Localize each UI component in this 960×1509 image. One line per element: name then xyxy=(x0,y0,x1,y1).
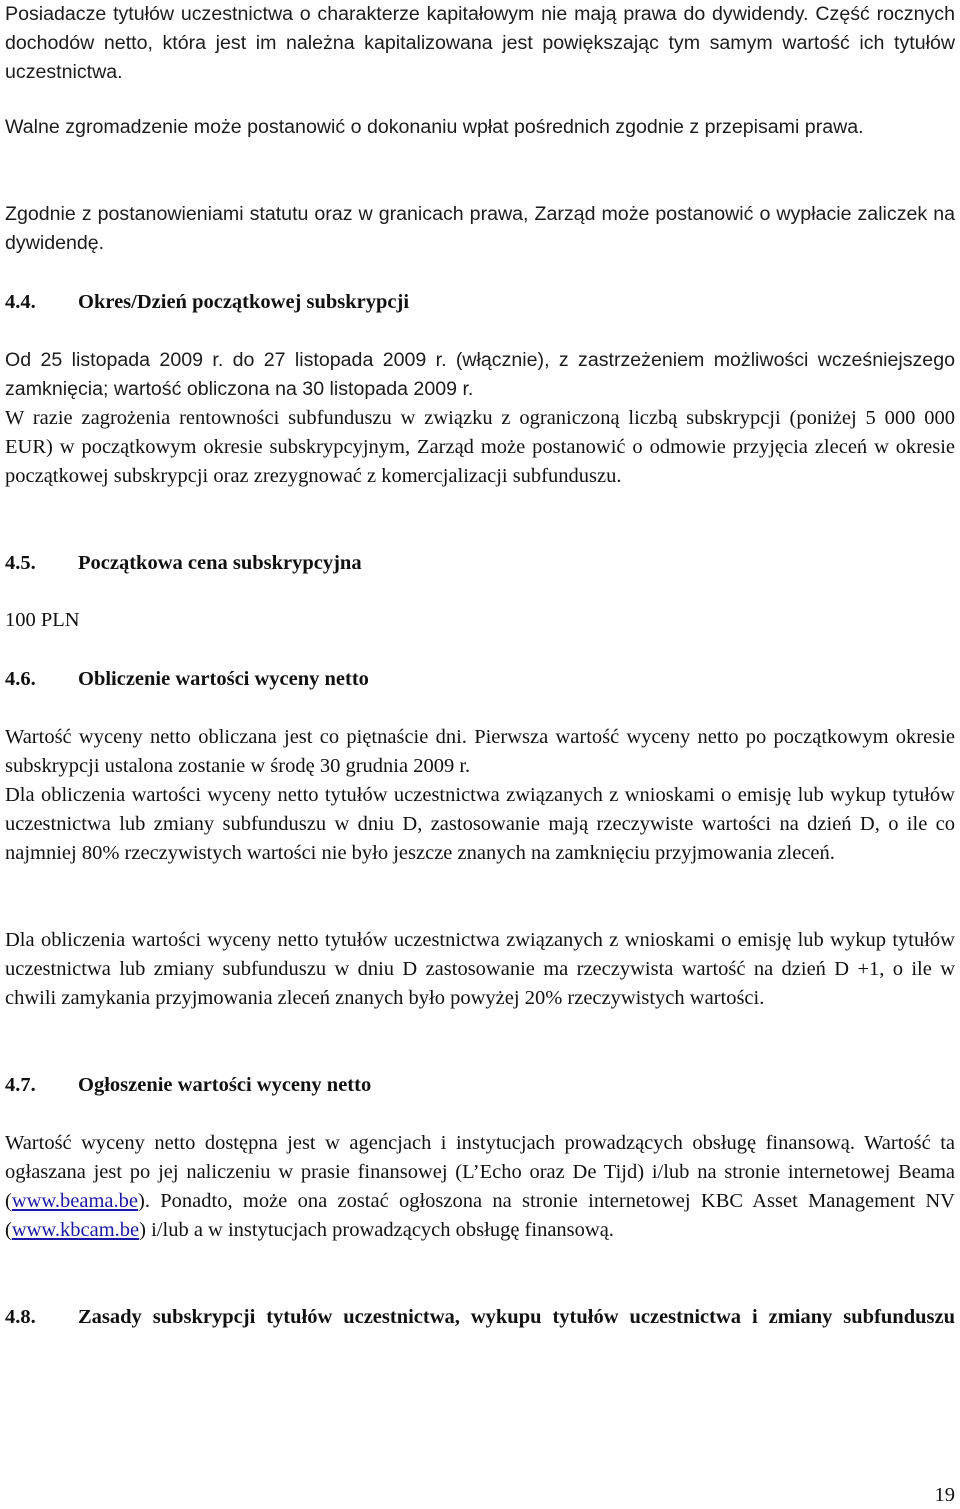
publication-text-part-3: ) i/lub a w instytucjach prowadzących obsługę finansową. xyxy=(139,1219,614,1241)
paragraph-interim-payments: Walne zgromadzenie może postanowić o dokonaniu wpłat pośrednich zgodnie z przepisami prawa. xyxy=(5,116,864,138)
section-number: 4.6. xyxy=(5,668,36,690)
section-title: Okres/Dzień początkowej subskrypcji xyxy=(78,291,410,313)
section-number: 4.8. xyxy=(5,1306,36,1328)
paragraph-valuation-frequency: Wartość wyceny netto obliczana jest co piętnaście dni. Pierwsza wartość wyceny netto po początkowym okresie subskrypcji ustalona zostanie w środę 30 grudnia 2009 r. xyxy=(5,726,955,777)
section-heading-4-6 xyxy=(5,665,955,694)
kbcam-link[interactable]: www.kbcam.be xyxy=(11,1219,140,1241)
section-heading-4-8 xyxy=(5,1303,955,1332)
publication-text-part-2: ). Ponadto, może ona zostać ogłoszona na stronie internetowej KBC Asset Management NV ( xyxy=(5,1190,955,1241)
publication-text-part-1: Wartość wyceny netto dostępna jest w agencjach i instytucjach prowadzących obsługę finansową. Wartość ta ogłaszana jest po jej naliczeniu w prasie finansowej (L’Echo oraz De Tijd) i/lub na stronie internetowej Beama ( xyxy=(5,1132,955,1212)
paragraph-valuation-day-d-plus-1: Dla obliczenia wartości wyceny netto tytułów uczestnictwa związanych z wnioskami o emisję lub wykup tytułów uczestnictwa lub zmiany subfunduszu w dniu D zastosowanie ma rzeczywista wartość na dzień D +1, o ile w chwili zamykania przyjmowania zleceń znanych było powyżej 20% rzeczywistych wartości. xyxy=(5,929,955,1009)
section-title: Początkowa cena subskrypcyjna xyxy=(78,552,362,574)
section-title: Obliczenie wartości wyceny netto xyxy=(78,668,369,690)
section-number: 4.4. xyxy=(5,291,36,313)
beama-link[interactable]: www.beama.be xyxy=(11,1190,139,1212)
section-heading-4-5 xyxy=(5,549,955,578)
section-title: Zasady subskrypcji tytułów uczestnictwa, wykupu tytułów uczestnictwa i zmiany subfunduszu xyxy=(78,1306,955,1328)
initial-price-value: 100 PLN xyxy=(5,609,80,631)
paragraph-valuation-day-d: Dla obliczenia wartości wyceny netto tytułów uczestnictwa związanych z wnioskami o emisję lub wykup tytułów uczestnictwa lub zmiany subfunduszu w dniu D, zastosowanie mają rzeczywiste wartości na dzień D, o ile co najmniej 80% rzeczywistych wartości nie było jeszcze znanych na zamknięciu przyjmowania zleceń. xyxy=(5,784,955,864)
paragraph-valuation-publication xyxy=(5,1129,955,1245)
section-title: Ogłoszenie wartości wyceny netto xyxy=(78,1074,372,1096)
paragraph-advance-dividend: Zgodnie z postanowieniami statutu oraz w granicach prawa, Zarząd może postanowić o wypłacie zaliczek na dywidendę. xyxy=(5,203,955,254)
section-number: 4.7. xyxy=(5,1074,36,1096)
paragraph-subscription-period: Od 25 listopada 2009 r. do 27 listopada 2009 r. (włącznie), z zastrzeżeniem możliwości wcześniejszego zamknięcia; wartość obliczona na 30 listopada 2009 r. xyxy=(5,349,955,400)
page-number: 19 xyxy=(934,1484,955,1506)
section-heading-4-7 xyxy=(5,1071,955,1100)
paragraph-profitability-risk: W razie zagrożenia rentowności subfunduszu w związku z ograniczoną liczbą subskrypcji (poniżej 5 000 000 EUR) w początkowym okresie subskrypcyjnym, Zarząd może postanowić o odmowie przyjęcia zleceń w okresie początkowej subskrypcji oraz zrezygnować z komercjalizacji subfunduszu. xyxy=(5,407,955,487)
section-number: 4.5. xyxy=(5,552,36,574)
section-heading-4-4 xyxy=(5,288,955,317)
paragraph-dividends: Posiadacze tytułów uczestnictwa o charakterze kapitałowym nie mają prawa do dywidendy. Część rocznych dochodów netto, która jest im należna kapitalizowana jest powiększając tym samym wartość ich tytułów uczestnictwa. xyxy=(5,3,955,83)
